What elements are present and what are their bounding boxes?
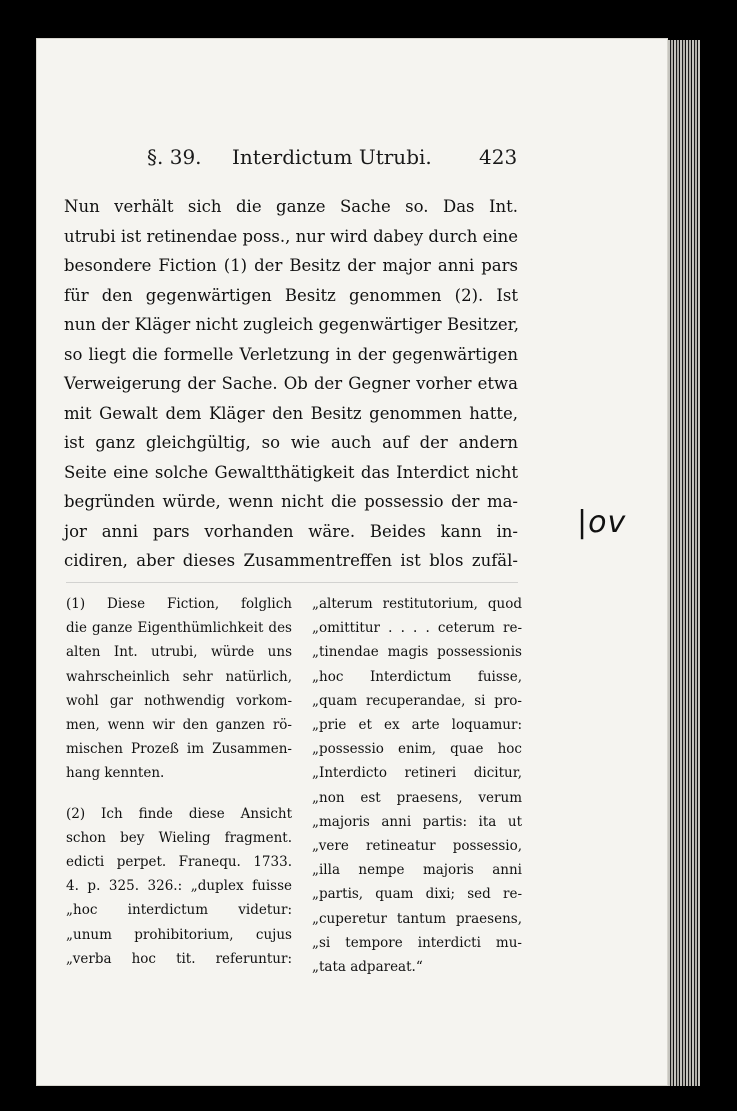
text-line: begründen würde, wenn nicht die possessio der ma- bbox=[64, 492, 518, 511]
footnote-line: „illa nempe majoris anni bbox=[312, 862, 522, 879]
footnote-line: „si tempore interdicti mu- bbox=[312, 934, 522, 951]
footnote-gap bbox=[66, 786, 292, 802]
footnotes-left-column bbox=[66, 592, 292, 971]
text-line: utrubi ist retinendae poss., nur wird dabey durch eine bbox=[64, 226, 519, 246]
footnote-line: „unum prohibitorium, cujus bbox=[66, 926, 292, 943]
text-line: mit Gewalt dem Kläger den Besitz genommen hatte, bbox=[64, 403, 518, 423]
section-number: §. 39. bbox=[147, 145, 202, 169]
text-line: Seite eine solche Gewaltthätigkeit das Interdict nicht bbox=[64, 462, 518, 482]
footnotes-right-column bbox=[312, 592, 522, 979]
footnote-line: „hoc Interdictum fuisse, bbox=[312, 668, 522, 685]
header-title: Interdictum Utrubi. bbox=[232, 145, 432, 169]
text-line: Nun verhält sich die ganze Sache so. Das Int. bbox=[64, 197, 518, 216]
footnote-line: „majoris anni partis: ita ut bbox=[312, 813, 522, 830]
text-line: Verweigerung der Sache. Ob der Gegner vorher etwa bbox=[64, 374, 518, 393]
footnote-line: „omittitur . . . . ceterum re- bbox=[312, 620, 522, 637]
footnote-line: die ganze Eigenthümlichkeit des bbox=[66, 620, 292, 637]
text-line: ist ganz gleichgültig, so wie auch auf der andern bbox=[64, 433, 518, 452]
footnote-line: „Interdicto retineri dicitur, bbox=[312, 765, 522, 782]
main-text bbox=[64, 192, 518, 576]
page-number: 423 bbox=[479, 145, 518, 169]
footnote-line: „tata adpareat.“ bbox=[312, 959, 423, 976]
footnote-line: „non est praesens, verum bbox=[312, 789, 522, 806]
footnote-line: „hoc interdictum videtur: bbox=[66, 902, 292, 919]
text-line: besondere Fiction (1) der Besitz der major anni pars bbox=[64, 256, 518, 275]
footnote-line: „possessio enim, quae hoc bbox=[312, 741, 522, 758]
footnote-line: „alterum restitutorium, quod bbox=[312, 596, 522, 612]
footnote-line: „verba hoc tit. referuntur: bbox=[66, 950, 292, 967]
footnote-line: wohl gar nothwendig vorkom- bbox=[66, 692, 292, 709]
handwritten-marginalia: |ov bbox=[577, 505, 627, 540]
footnote-line: wahrscheinlich sehr natürlich, bbox=[66, 668, 292, 685]
footnote-line: hang kennten. bbox=[66, 765, 165, 782]
page-edge-shadow bbox=[668, 40, 700, 1086]
text-line: cidiren, aber dieses Zusammentreffen ist blos zufäl- bbox=[64, 551, 518, 570]
text-line: für den gegenwärtigen Besitz genommen (2). Ist bbox=[64, 285, 518, 305]
text-line: nun der Kläger nicht zugleich gegenwärtiger Besitzer, bbox=[64, 315, 519, 334]
footnote-line: men, wenn wir den ganzen rö- bbox=[66, 717, 292, 734]
footnote-line: „prie et ex arte loquamur: bbox=[312, 717, 522, 734]
footnote-line: „quam recuperandae, si pro- bbox=[312, 692, 522, 709]
text-line: so liegt die formelle Verletzung in der gegenwärtigen bbox=[64, 344, 518, 364]
footnote-line: mischen Prozeß im Zusammen- bbox=[66, 741, 292, 758]
footnote-line: schon bey Wieling fragment. bbox=[66, 829, 292, 846]
footnote-line: „tinendae magis possessionis bbox=[312, 644, 522, 661]
footnote-line: „partis, quam dixi; sed re- bbox=[312, 886, 522, 903]
footnote-line: „cuperetur tantum praesens, bbox=[312, 910, 522, 927]
footnote-line: (1) Diese Fiction, folglich bbox=[66, 596, 292, 612]
bleed-through-line bbox=[66, 582, 518, 591]
footnote-line: „vere retineatur possessio, bbox=[312, 838, 522, 855]
footnote-line: edicti perpet. Franequ. 1733. bbox=[66, 854, 292, 871]
text-line: jor anni pars vorhanden wäre. Beides kann in- bbox=[64, 521, 518, 541]
footnote-line: alten Int. utrubi, würde uns bbox=[66, 644, 292, 661]
footnote-line: (2) Ich finde diese Ansicht bbox=[66, 805, 292, 822]
footnote-line: 4. p. 325. 326.: „duplex fuisse bbox=[66, 878, 292, 895]
